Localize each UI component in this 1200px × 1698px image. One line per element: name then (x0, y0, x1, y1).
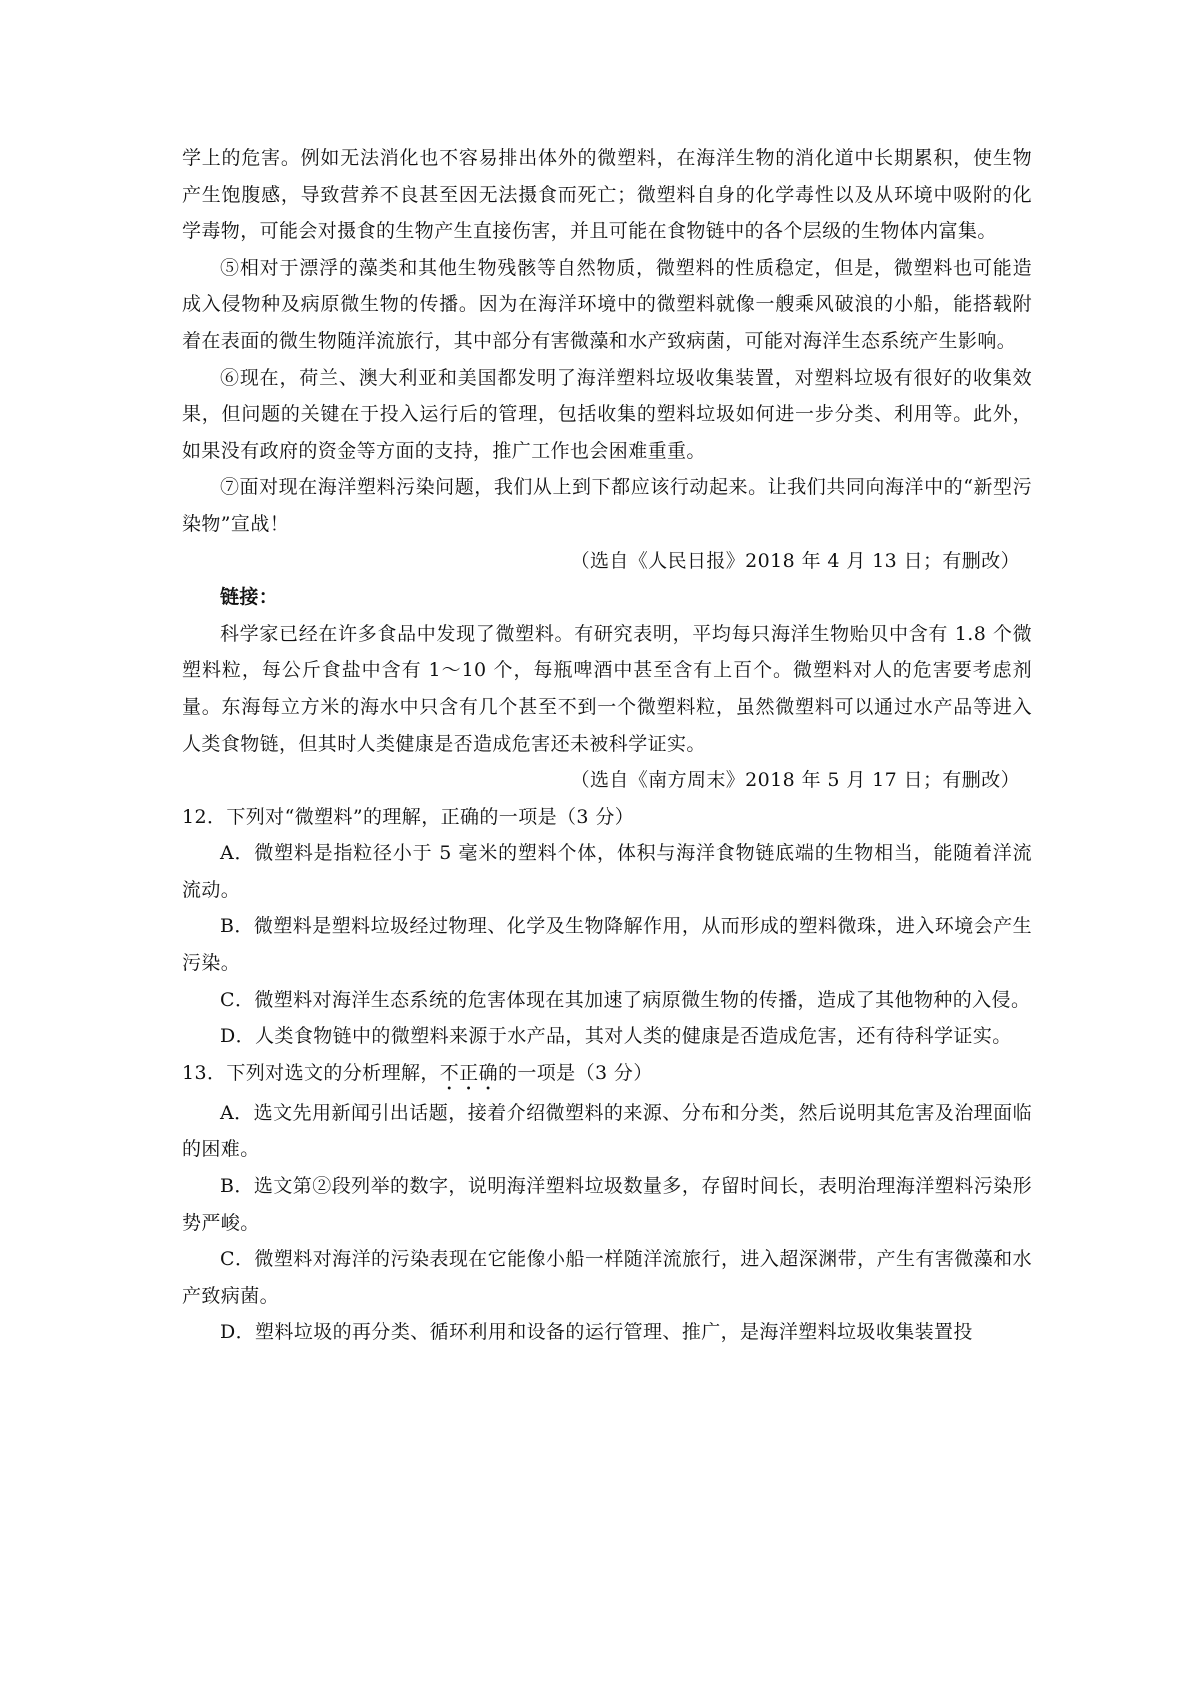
question-12-option-c: C．微塑料对海洋生态系统的危害体现在其加速了病原微生物的传播，造成了其他物种的入侵。 (220, 988, 1031, 1011)
question-12-option-b: B．微塑料是塑料垃圾经过物理、化学及生物降解作用，从而形成的塑料微珠，进入环境会产生污染。 (182, 915, 1032, 975)
link-source: （选自《南方周末》2018 年 5 月 17 日；有删改） (570, 769, 1020, 792)
link-heading: 链接： (220, 586, 279, 609)
question-12-option-d: D．人类食物链中的微塑料来源于水产品，其对人类的健康是否造成危害，还有待科学证实。 (220, 1025, 1012, 1048)
question-13-option-b: B．选文第②段列举的数字，说明海洋塑料垃圾数量多，存留时间长，表明治理海洋塑料污染形势严峻。 (182, 1175, 1032, 1234)
link-text: 科学家已经在许多食品中发现了微塑料。有研究表明，平均每只海洋生物贻贝中含有 1.8 个微塑料粒，每公斤食盐中含有 1～10 个，每瓶啤酒中甚至含有上百个。微塑料对人的危害要考虑剂量。东海每立方米的海水中只含有几个甚至不到一个微塑料粒，虽然微塑料可以通过水产品等进入人类食物链，但其时人类健康是否造成危害还未被科学证实。 (182, 622, 1032, 755)
page-content (182, 140, 1032, 1351)
question-13-emphasis: 不正确 (439, 1061, 498, 1084)
passage-paragraph-5: ⑤相对于漂浮的藻类和其他生物残骸等自然物质，微塑料的性质稳定，但是，微塑料也可能造成入侵物种及病原微生物的传播。因为在海洋环境中的微塑料就像一艘乘风破浪的小船，能搭载附着在表面的微生物随洋流旅行，其中部分有害微藻和水产致病菌，可能对海洋生态系统产生影响。 (182, 256, 1032, 352)
question-13-option-a: A．选文先用新闻引出话题，接着介绍微塑料的来源、分布和分类，然后说明其危害及治理面临的困难。 (182, 1101, 1032, 1161)
passage-source: （选自《人民日报》2018 年 4 月 13 日；有删改） (570, 549, 1020, 572)
passage-paragraph-6: ⑥现在，荷兰、澳大利亚和美国都发明了海洋塑料垃圾收集装置，对塑料垃圾有很好的收集效果，但问题的关键在于投入运行后的管理，包括收集的塑料垃圾如何进一步分类、利用等。此外，如果没有政府的资金等方面的支持，推广工作也会困难重重。 (182, 366, 1032, 462)
question-12-stem: 12．下列对“微塑料”的理解，正确的一项是（3 分） (182, 805, 635, 828)
question-13-stem-start: 13．下列对选文的分析理解， (182, 1061, 440, 1084)
passage-paragraph-4-continued: 学上的危害。例如无法消化也不容易排出体外的微塑料，在海洋生物的消化道中长期累积，使生物产生饱腹感，导致营养不良甚至因无法摄食而死亡；微塑料自身的化学毒性以及从环境中吸附的化学毒物，可能会对摄食的生物产生直接伤害，并且可能在食物链中的各个层级的生物体内富集。 (182, 147, 1032, 243)
question-12-option-a: A．微塑料是指粒径小于 5 毫米的塑料个体，体积与海洋食物链底端的生物相当，能随着洋流流动。 (182, 842, 1032, 901)
passage-paragraph-7: ⑦面对现在海洋塑料污染问题，我们从上到下都应该行动起来。让我们共同向海洋中的“新型污染物”宣战！ (182, 476, 1032, 535)
question-13-stem-end: 的一项是（3 分） (497, 1061, 653, 1084)
question-13-stem (182, 1055, 1032, 1095)
question-13-option-c: C．微塑料对海洋的污染表现在它能像小船一样随洋流旅行，进入超深渊带，产生有害微藻和水产致病菌。 (182, 1248, 1032, 1307)
question-13-option-d: D．塑料垃圾的再分类、循环利用和设备的运行管理、推广，是海洋塑料垃圾收集装置投 (220, 1321, 973, 1344)
